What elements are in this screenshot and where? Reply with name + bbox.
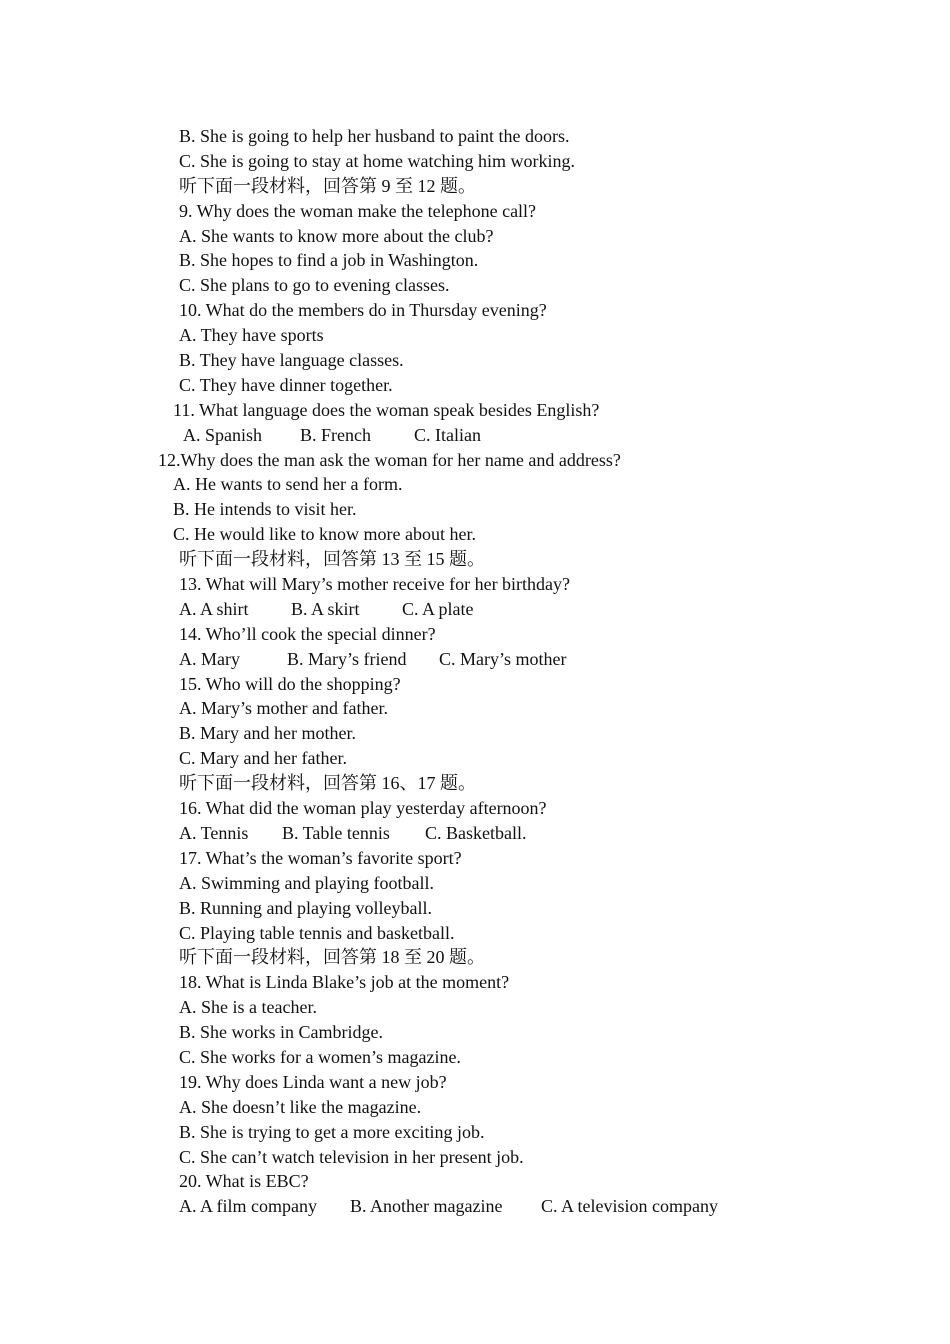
- option-line: C. Playing table tennis and basketball.: [179, 922, 455, 943]
- option: B. Another magazine: [350, 1196, 503, 1217]
- option-line: B. She works in Cambridge.: [179, 1022, 383, 1043]
- option-line: A. She wants to know more about the club?: [179, 225, 494, 246]
- question-line: 10. What do the members do in Thursday evening?: [179, 300, 547, 321]
- option: A. Tennis: [179, 822, 249, 843]
- option: B. Table tennis: [282, 822, 390, 843]
- option-line: A. She is a teacher.: [179, 997, 317, 1018]
- option-line: C. She plans to go to evening classes.: [179, 275, 450, 296]
- option-line: C. She works for a women’s magazine.: [179, 1046, 461, 1067]
- options-row: [158, 647, 898, 672]
- option-line: A. They have sports: [179, 325, 324, 346]
- option-line: B. Running and playing volleyball.: [179, 897, 432, 918]
- option: A. A film company: [179, 1196, 317, 1217]
- option: A. Mary: [179, 648, 240, 669]
- option: C. A television company: [541, 1196, 718, 1217]
- option-line: B. He intends to visit her.: [173, 499, 357, 520]
- option: B. Mary’s friend: [287, 648, 407, 669]
- options-row: [158, 1194, 898, 1219]
- question-line: 14. Who’ll cook the special dinner?: [179, 623, 436, 644]
- option-line: C. She is going to stay at home watching him working.: [179, 150, 575, 171]
- question-line: 18. What is Linda Blake’s job at the moment?: [179, 972, 510, 993]
- options-row: [158, 597, 898, 622]
- question-line: 20. What is EBC?: [179, 1171, 309, 1192]
- option: A. A shirt: [179, 598, 249, 619]
- question-line: 11. What language does the woman speak besides English?: [173, 399, 600, 420]
- option: A. Spanish: [183, 424, 263, 445]
- option-line: B. She hopes to find a job in Washington.: [179, 250, 479, 271]
- option-line: A. He wants to send her a form.: [173, 474, 403, 495]
- option: C. Mary’s mother: [439, 648, 567, 669]
- question-line: 15. Who will do the shopping?: [179, 673, 401, 694]
- option-line: B. They have language classes.: [179, 350, 404, 371]
- question-line: 9. Why does the woman make the telephone call?: [179, 200, 537, 221]
- option-line: B. She is going to help her husband to paint the doors.: [179, 126, 570, 146]
- option: B. French: [300, 424, 371, 445]
- option-line: A. Mary’s mother and father.: [179, 698, 388, 719]
- option-line: A. Swimming and playing football.: [179, 872, 434, 893]
- question-line: 19. Why does Linda want a new job?: [179, 1071, 447, 1092]
- option-line: C. Mary and her father.: [179, 748, 347, 769]
- section-instruction: 听下面一段材料，回答第 13 至 15 题。: [179, 549, 485, 570]
- options-row: [158, 423, 898, 448]
- section-instruction: 听下面一段材料，回答第 16、17 题。: [179, 773, 476, 794]
- option-line: B. She is trying to get a more exciting job.: [179, 1121, 485, 1142]
- option: B. A skirt: [291, 598, 360, 619]
- option: C. Italian: [414, 424, 481, 445]
- options-row: [158, 821, 898, 846]
- listening-questions: [158, 124, 898, 1219]
- option: C. Basketball.: [425, 822, 527, 843]
- question-line: 16. What did the woman play yesterday afternoon?: [179, 798, 547, 819]
- option-line: A. She doesn’t like the magazine.: [179, 1096, 422, 1117]
- section-instruction: 听下面一段材料，回答第 18 至 20 题。: [179, 947, 485, 968]
- question-line: 12.Why does the man ask the woman for her name and address?: [158, 449, 621, 470]
- option-line: B. Mary and her mother.: [179, 723, 356, 744]
- option-line: C. She can’t watch television in her present job.: [179, 1146, 524, 1167]
- option-line: C. They have dinner together.: [179, 374, 393, 395]
- question-line: 13. What will Mary’s mother receive for her birthday?: [179, 574, 571, 595]
- option: C. A plate: [402, 598, 474, 619]
- option-line: C. He would like to know more about her.: [173, 524, 476, 545]
- section-instruction: 听下面一段材料，回答第 9 至 12 题。: [179, 175, 476, 196]
- question-line: 17. What’s the woman’s favorite sport?: [179, 847, 462, 868]
